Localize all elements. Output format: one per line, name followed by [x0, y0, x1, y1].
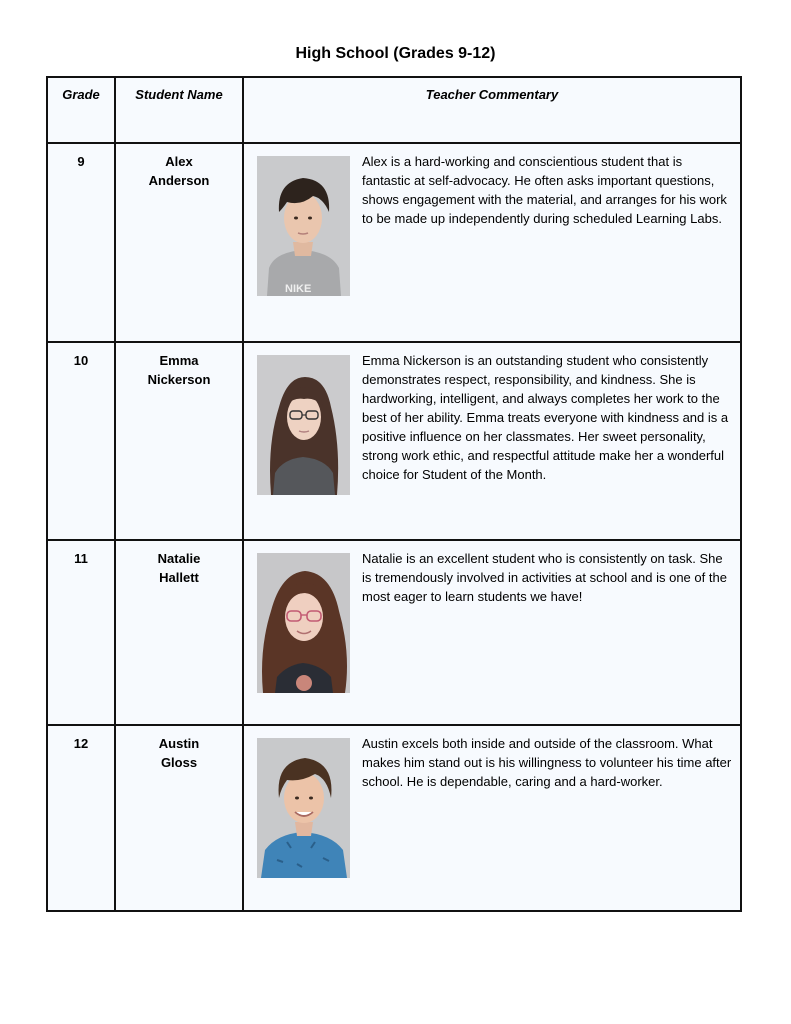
- student-last-name: Anderson: [148, 173, 210, 188]
- grade-cell: 12: [47, 725, 115, 911]
- grade-cell: 9: [47, 143, 115, 342]
- student-photo: [257, 553, 350, 693]
- teacher-comment: Emma Nickerson is an outstanding student who consistently demonstrates respect, responsibility, and kindness. She is hardworking, intelligent, and always completes her work to the best of her ability. Emma treats everyone with kindness and is a positive influence on her classmates. Her sweet personality, strong work ethic, and respectful attitude make her a wonderful choice for Student of the Month.: [362, 353, 729, 482]
- student-photo: [257, 738, 350, 878]
- grade-cell: 10: [47, 342, 115, 540]
- table-row: [47, 540, 741, 725]
- student-photo: [257, 355, 350, 495]
- student-first-name: Alex: [165, 154, 193, 169]
- teacher-commentary-cell: [243, 540, 741, 725]
- teacher-commentary-cell: [243, 725, 741, 911]
- student-portrait-icon: [257, 553, 350, 693]
- student-last-name: Gloss: [160, 755, 198, 770]
- student-name-cell: [115, 725, 243, 911]
- student-portrait-icon: [257, 156, 350, 296]
- teacher-comment: Natalie is an excellent student who is consistently on task. She is tremendously involved in activities at school and is one of the most eager to learn students we have!: [362, 551, 727, 604]
- student-of-month-table: [46, 76, 742, 912]
- student-name-cell: [115, 540, 243, 725]
- student-last-name: Nickerson: [147, 372, 211, 387]
- table-header-row: [47, 77, 741, 143]
- teacher-commentary-cell: [243, 143, 741, 342]
- student-name-header: Student Name: [115, 77, 243, 143]
- table-row: [47, 342, 741, 540]
- grade-cell: 11: [47, 540, 115, 725]
- grade-header: Grade: [47, 77, 115, 143]
- student-first-name: Natalie: [157, 551, 201, 566]
- table-row: [47, 143, 741, 342]
- student-first-name: Austin: [158, 736, 200, 751]
- teacher-comment: Alex is a hard-working and conscientious student that is fantastic at self-advocacy. He often asks important questions, shows engagement with the material, and arranges for his work to be made up independently during scheduled Learning Labs.: [362, 154, 727, 226]
- page-title: High School (Grades 9-12): [295, 45, 496, 62]
- teacher-commentary-header: Teacher Commentary: [243, 77, 741, 143]
- student-first-name: Emma: [159, 353, 199, 368]
- student-portrait-icon: [257, 355, 350, 495]
- teacher-commentary-cell: [243, 342, 741, 540]
- student-name-cell: [115, 143, 243, 342]
- student-name-cell: [115, 342, 243, 540]
- student-photo: [257, 156, 350, 296]
- shirt-logo-text: NIKE: [285, 283, 312, 295]
- student-portrait-icon: [257, 738, 350, 878]
- student-last-name: Hallett: [159, 570, 199, 585]
- table-row: [47, 725, 741, 911]
- teacher-comment: Austin excels both inside and outside of the classroom. What makes him stand out is his willingness to volunteer his time after school. He is dependable, caring and a hard-worker.: [362, 736, 732, 789]
